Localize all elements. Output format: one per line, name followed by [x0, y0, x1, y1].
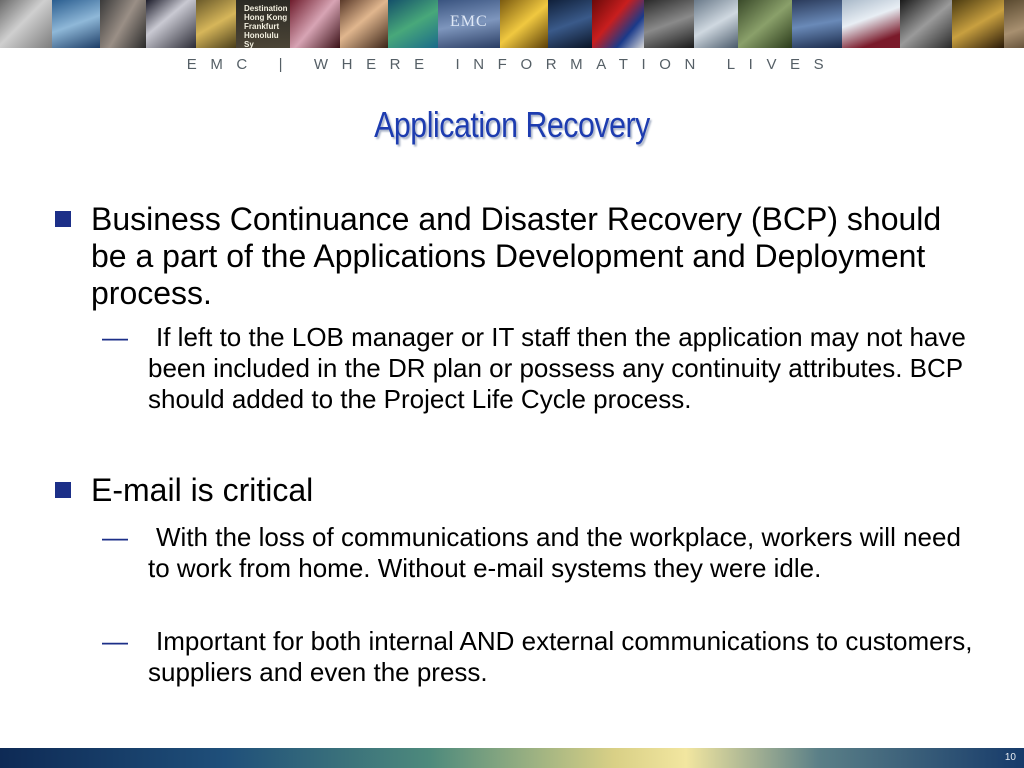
bullet-text: Business Continuance and Disaster Recovery (BCP) should be a part of the Applications Development and Deployment process.	[91, 201, 942, 311]
sub-bullet-text: If left to the LOB manager or IT staff then the application may not have been included in the DR plan or possess any continuity attributes. BCP should added to the Project Life Cycle process.	[148, 322, 966, 414]
city-label: Honolulu Sy	[244, 31, 279, 48]
sub-bullet-text: With the loss of communications and the workplace, workers will need to work from home. Without e-mail systems they were idle.	[148, 522, 961, 583]
page-number: 10	[1004, 752, 1016, 763]
city-label: Frankfurt	[244, 22, 280, 31]
dash-bullet-icon: —	[102, 322, 128, 352]
header-tagline: EMC | WHERE INFORMATION LIVES	[186, 56, 838, 73]
city-label: Hong Kong	[244, 13, 288, 22]
dash-bullet-icon: —	[102, 522, 128, 552]
square-bullet-icon	[55, 482, 71, 498]
sub-bullet-text: Important for both internal AND external communications to customers, suppliers and even the press.	[148, 626, 973, 687]
square-bullet-icon	[55, 211, 71, 227]
slide-title: Application Recovery	[374, 104, 650, 145]
footer-gradient-bar	[0, 748, 1024, 768]
dash-bullet-icon: —	[102, 626, 128, 656]
emc-logo-mark: EMC	[450, 13, 488, 30]
bullet-text: E-mail is critical	[91, 472, 314, 508]
destination-label: Destination	[244, 4, 288, 13]
